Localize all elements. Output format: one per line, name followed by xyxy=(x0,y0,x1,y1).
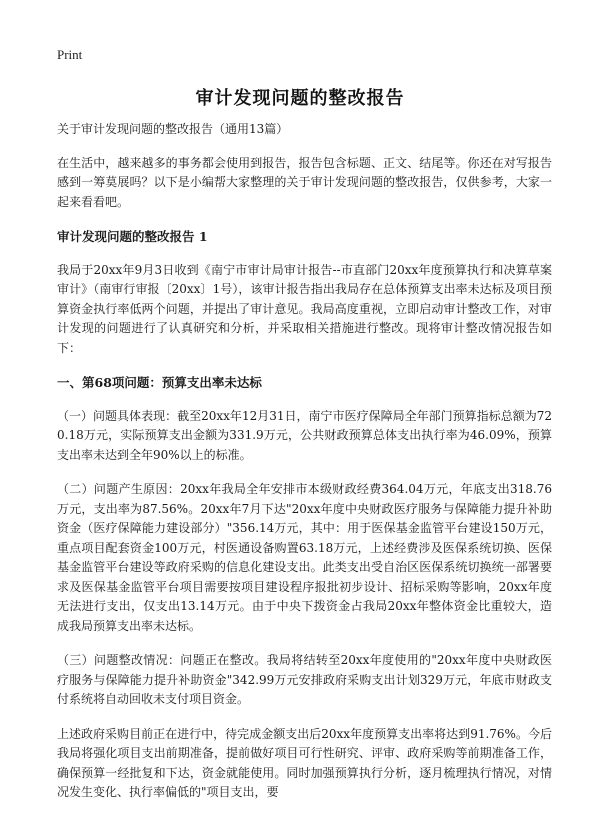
issue-item-3: （三）问题整改情况：问题正在整改。我局将结转至20xx年度使用的"20xx年度中央财政医疗服务与保障能力提升补助资金"342.99万元安排政府采购支出计划329万元，年底市财政支付系统将自动回收未支付项目资金。 xyxy=(57,653,552,706)
body-paragraph-1: 我局于20xx年9月3日收到《南宁市审计局审计报告--市直部门20xx年度预算执行和决算草案审计》（南审行审报〔20xx〕1号），该审计报告指出我局存在总体预算支出率未达标及项目预算资金执行率低两个问题，并提出了审计意见。我局高度重视，立即启动审计整改工作，对审计发现的问题进行了认真研究和分析，并采取相关措施进行整改。现将审计整改情况报告如下： xyxy=(57,262,552,355)
section-heading: 审计发现问题的整改报告 1 xyxy=(57,229,208,244)
page-title: 审计发现问题的整改报告 xyxy=(195,88,405,109)
intro-paragraph: 在生活中，越来越多的事务都会使用到报告，报告包含标题、正文、结尾等。你还在对写报告感到一筹莫展吗？以下是小编帮大家整理的关于审计发现问题的整改报告，仅供参考，大家一起来看看吧。 xyxy=(57,155,552,209)
issue-item-2: （二）问题产生原因：20xx年我局全年安排市本级财政经费364.04万元，年底支出318.76万元，支出率为87.56%。20xx年7月下达"20xx年度中央财政医疗服务与保障能力提升补助资金（医疗保障能力建设部分）"356.14万元，其中：用于医保基金监管平台建设150万元，重点项目配套资金100万元，村医通设备购置63.18万元，上述经费涉及医保系统切换、医保基金监管平台建设等政府采购的信息化建设支出。此类支出受自治区医保系统切换统一部署要求及医保基金监管平台项目需要按项目建设程序报批初步设计、招标采购等影响，20xx年度无法进行支出，仅支出13.14万元。由于中央下拨资金占我局20xx年整体资金比重较大，造成我局预算支出率未达标。 xyxy=(57,482,552,633)
issue-item-1: （一）问题具体表现：截至20xx年12月31日，南宁市医疗保障局全年部门预算指标总额为720.18万元，实际预算支出金额为331.9万元，公共财政预算总体支出执行率为46.09%，预算支出率未达到全年90%以上的标准。 xyxy=(57,408,552,462)
print-link[interactable]: Print xyxy=(57,47,83,62)
document-subtitle: 关于审计发现问题的整改报告（通用13篇） xyxy=(57,122,289,136)
issue-heading: 一、第68项问题：预算支出率未达标 xyxy=(57,375,262,390)
document-body xyxy=(57,120,552,818)
body-paragraph-last: 上述政府采购目前正在进行中，待完成金额支出后20xx年度预算支出率将达到91.76%。今后我局将强化项目支出前期准备，提前做好项目可行性研究、评审、政府采购等前期准备工作，确保预算一经批复和下达，资金就能使用。同时加强预算执行分析，逐月梳理执行情况，对情况发生变化、执行率偏低的"项目支出，要 xyxy=(57,726,552,799)
